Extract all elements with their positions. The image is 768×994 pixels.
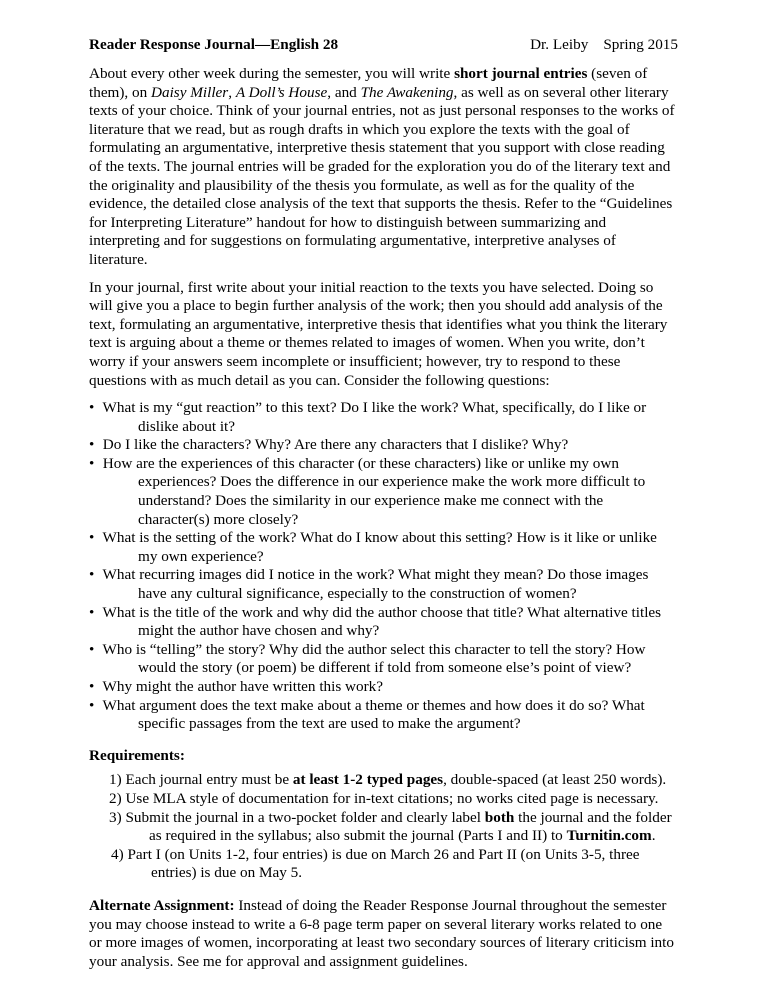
question-item (89, 399, 678, 436)
question-item (89, 436, 678, 455)
question-item (89, 529, 678, 566)
work-title-awakening: The Awakening (360, 83, 454, 101)
requirement-item: 4) Part I (on Units 1-2, four entries) is due on March 26 and Part II (on Units 3-5, three entries) is due on May 5. (111, 845, 640, 882)
term-label: Spring 2015 (603, 36, 678, 53)
requirement-text: . (651, 827, 656, 845)
question-item (89, 697, 678, 734)
intro-text: (seven of them), on (89, 65, 648, 101)
question-text: How are the experiences of this character (or these characters) like or unlike my own experiences? Does the difference in our experience make the work more difficult to understand? Does the similarity in our experience make me connect with the character(s) more closely? (102, 454, 646, 528)
bullet-icon: • (89, 529, 95, 547)
alternate-assignment-paragraph (89, 897, 678, 971)
question-text: What argument does the text make about a theme or themes and how does it do so? What specific passages from the text are used to make the argument? (102, 696, 645, 733)
requirement-emphasis: both (484, 808, 515, 826)
question-text: Who is “telling” the story? Why did the author select this character to tell the story? How would the story (or poem) be different if told from someone else’s point of view? (102, 640, 646, 677)
requirement-text: 1) Each journal entry must be (109, 771, 293, 789)
bullet-icon: • (89, 436, 95, 454)
question-item (89, 455, 678, 529)
question-text: What is my “gut reaction” to this text? Do I like the work? What, specifically, do I like or dislike about it? (102, 399, 647, 435)
alternate-assignment-text: Instead of doing the Reader Response Journal throughout the semester you may choose instead to write a 6-8 page term paper on several literary works related to one or more images of women, incorporating at least two secondary sources of literary criticism into your analysis. See me for approval and assignment guidelines. (89, 896, 674, 970)
question-text: What is the title of the work and why did the author choose that title? What alternative titles might the author have chosen and why? (102, 603, 662, 640)
question-list (89, 399, 678, 734)
turnitin-label: Turnitin.com (566, 827, 652, 845)
question-item (89, 641, 678, 678)
question-item (89, 566, 678, 603)
bullet-icon: • (89, 603, 95, 621)
document-header (89, 36, 678, 56)
bullet-icon: • (89, 696, 95, 714)
intro-text: , as well as on several other literary texts of your choice. Think of your journal entries, not as just personal responses to the works of literature that we read, but as rough drafts in which you explore the texts with the goal of formulating an argumentative, interpretive thesis statement that you support with close reading of the texts. The journal entries will be graded for the exploration you do of the literary text and the originality and plausibility of the thesis you formulate, as well as for the quality of the evidence, the detailed close analysis of the text that supports the thesis. Refer to the “Guidelines for Interpreting Literature” handout for how to distinguish between summarizing and interpreting and for suggestions on formulating argumentative, interpretive analyses of literature. (89, 83, 675, 268)
requirement-emphasis: at least 1-2 typed pages (292, 771, 444, 789)
requirements-heading: Requirements: (89, 746, 185, 764)
requirement-item (109, 809, 678, 846)
bullet-icon: • (89, 454, 95, 472)
intro-separator: , (228, 83, 236, 101)
question-text: Do I like the characters? Why? Are there any characters that I dislike? Why? (102, 436, 569, 454)
question-text: Why might the author have written this work? (102, 678, 384, 695)
question-item (89, 678, 678, 697)
requirement-text: , double-spaced (at least 250 words). (443, 771, 667, 789)
intro-separator: , and (327, 83, 361, 101)
intro-emphasis: short journal entries (454, 65, 588, 82)
bullet-icon: • (89, 566, 95, 584)
work-title-daisy-miller: Daisy Miller (151, 83, 229, 101)
requirements-list (89, 771, 678, 883)
question-text: What is the setting of the work? What do I know about this setting? How is it like or unlike my own experience? (102, 529, 657, 565)
requirement-text: the journal and the folder as required in the syllabus; also submit the journal (Parts I and II) to (149, 808, 672, 845)
requirement-text: 3) Submit the journal in a two-pocket folder and clearly label (109, 808, 485, 826)
requirement-item: 2) Use MLA style of documentation for in-text citations; no works cited page is necessary. (109, 789, 659, 807)
bullet-icon: • (89, 640, 95, 658)
intro-paragraph (89, 65, 678, 270)
question-text: What recurring images did I notice in the work? What might they mean? Do those images have any cultural significance, especially to the construction of women? (102, 566, 649, 603)
journal-instructions-paragraph: In your journal, first write about your initial reaction to the texts you have selected. Doing so will give you a place to begin further analysis of the work; then you should add analysis of the text, formulating an argumentative, interpretive thesis that identifies what you think the literary text is arguing about a theme or themes related to images of women. When you write, don’t worry if your answers seem incomplete or insufficient; however, try to respond to these questions with as much detail as you can. Consider the following questions: (89, 278, 668, 389)
requirement-item (109, 771, 678, 790)
instructor-name: Dr. Leiby (530, 36, 589, 53)
bullet-icon: • (89, 399, 95, 417)
document-title: Reader Response Journal—English 28 (89, 36, 339, 53)
work-title-dolls-house: A Doll’s House (235, 83, 328, 101)
bullet-icon: • (89, 678, 95, 695)
question-item (89, 604, 678, 641)
alternate-assignment-label: Alternate Assignment: (89, 896, 235, 914)
intro-text: About every other week during the semester, you will write (89, 65, 455, 82)
